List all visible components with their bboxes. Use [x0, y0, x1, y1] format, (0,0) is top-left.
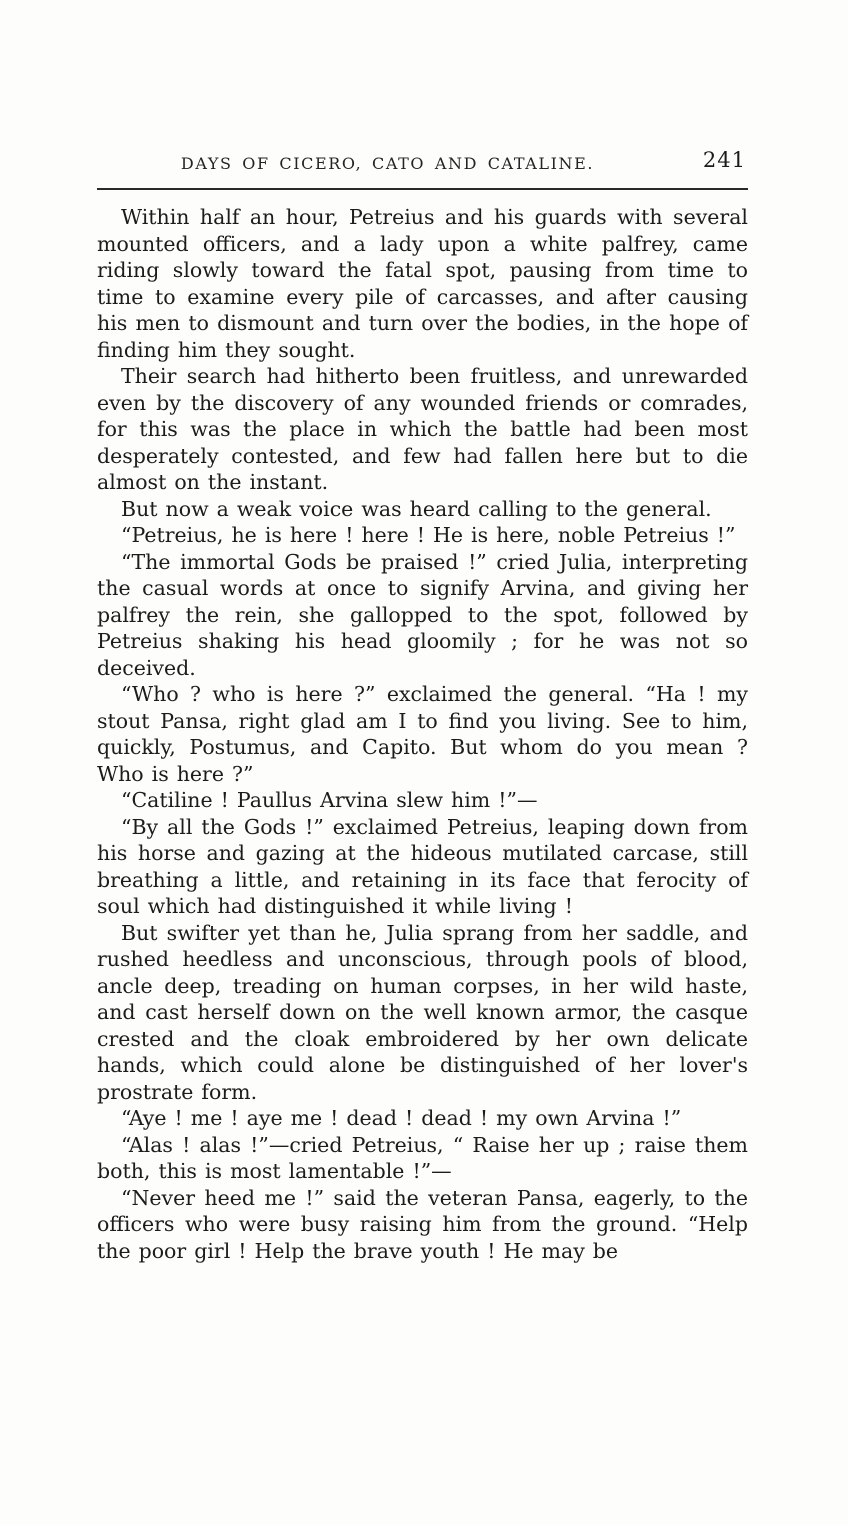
- page-number: 241: [702, 148, 746, 172]
- paragraph: Within half an hour, Petreius and his guards with several mounted officers, and a lady upon a white palfrey, came riding slowly toward the fatal spot, pausing from time to time to examine every pile of carcasses, and after causing his men to dismount and turn over the bodies, in the hope of finding him they sought.: [97, 205, 748, 362]
- running-header: [97, 148, 748, 182]
- paragraph: “Alas ! alas !”—cried Petreius, “ Raise her up ; raise them both, this is most lamentable !”—: [97, 1132, 748, 1183]
- body-text: [97, 204, 748, 1264]
- paragraph: Their search had hitherto been fruitless, and unrewarded even by the discovery of any wounded friends or comrades, for this was the place in which the battle had been most desperately contested, and few had fallen here but to die almost on the instant.: [97, 364, 748, 494]
- paragraph: “The immortal Gods be praised !” cried Julia, interpreting the casual words at once to signify Arvina, and giving her palfrey the rein, she gallopped to the spot, followed by Petreius shaking his head gloomily ; for he was not so deceived.: [97, 549, 748, 680]
- paragraph: “Who ? who is here ?” exclaimed the general. “Ha ! my stout Pansa, right glad am I to find you living. See to him, quickly, Postumus, and Capito. But whom do you mean ? Who is here ?”: [97, 682, 748, 786]
- paragraph: But swifter yet than he, Julia sprang from her saddle, and rushed heedless and unconscious, through pools of blood, ancle deep, treading on human corpses, in her wild haste, and cast herself down on the well known armor, the casque crested and the cloak embroidered by her own delicate hands, which could alone be distinguished of her lover's prostrate form.: [97, 920, 748, 1104]
- running-title: DAYS OF CICERO, CATO AND CATALINE.: [180, 154, 595, 173]
- paragraph: “Never heed me !” said the veteran Pansa, eagerly, to the officers who were busy raising him from the ground. “Help the poor girl ! Help the brave youth ! He may be: [97, 1185, 748, 1263]
- paragraph: But now a weak voice was heard calling to the general.: [121, 496, 712, 521]
- text-column: [97, 148, 748, 1264]
- header-rule: [97, 188, 748, 190]
- paragraph: “Petreius, he is here ! here ! He is here, noble Petreius !”: [121, 523, 736, 547]
- paragraph: “By all the Gods !” exclaimed Petreius, leaping down from his horse and gazing at the hideous mutilated carcase, still breathing a little, and retaining in its face that ferocity of soul which had distinguished it while living !: [97, 814, 748, 918]
- paragraph: “Catiline ! Paullus Arvina slew him !”—: [121, 788, 538, 812]
- paragraph: “Aye ! me ! aye me ! dead ! dead ! my own Arvina !”: [121, 1106, 682, 1130]
